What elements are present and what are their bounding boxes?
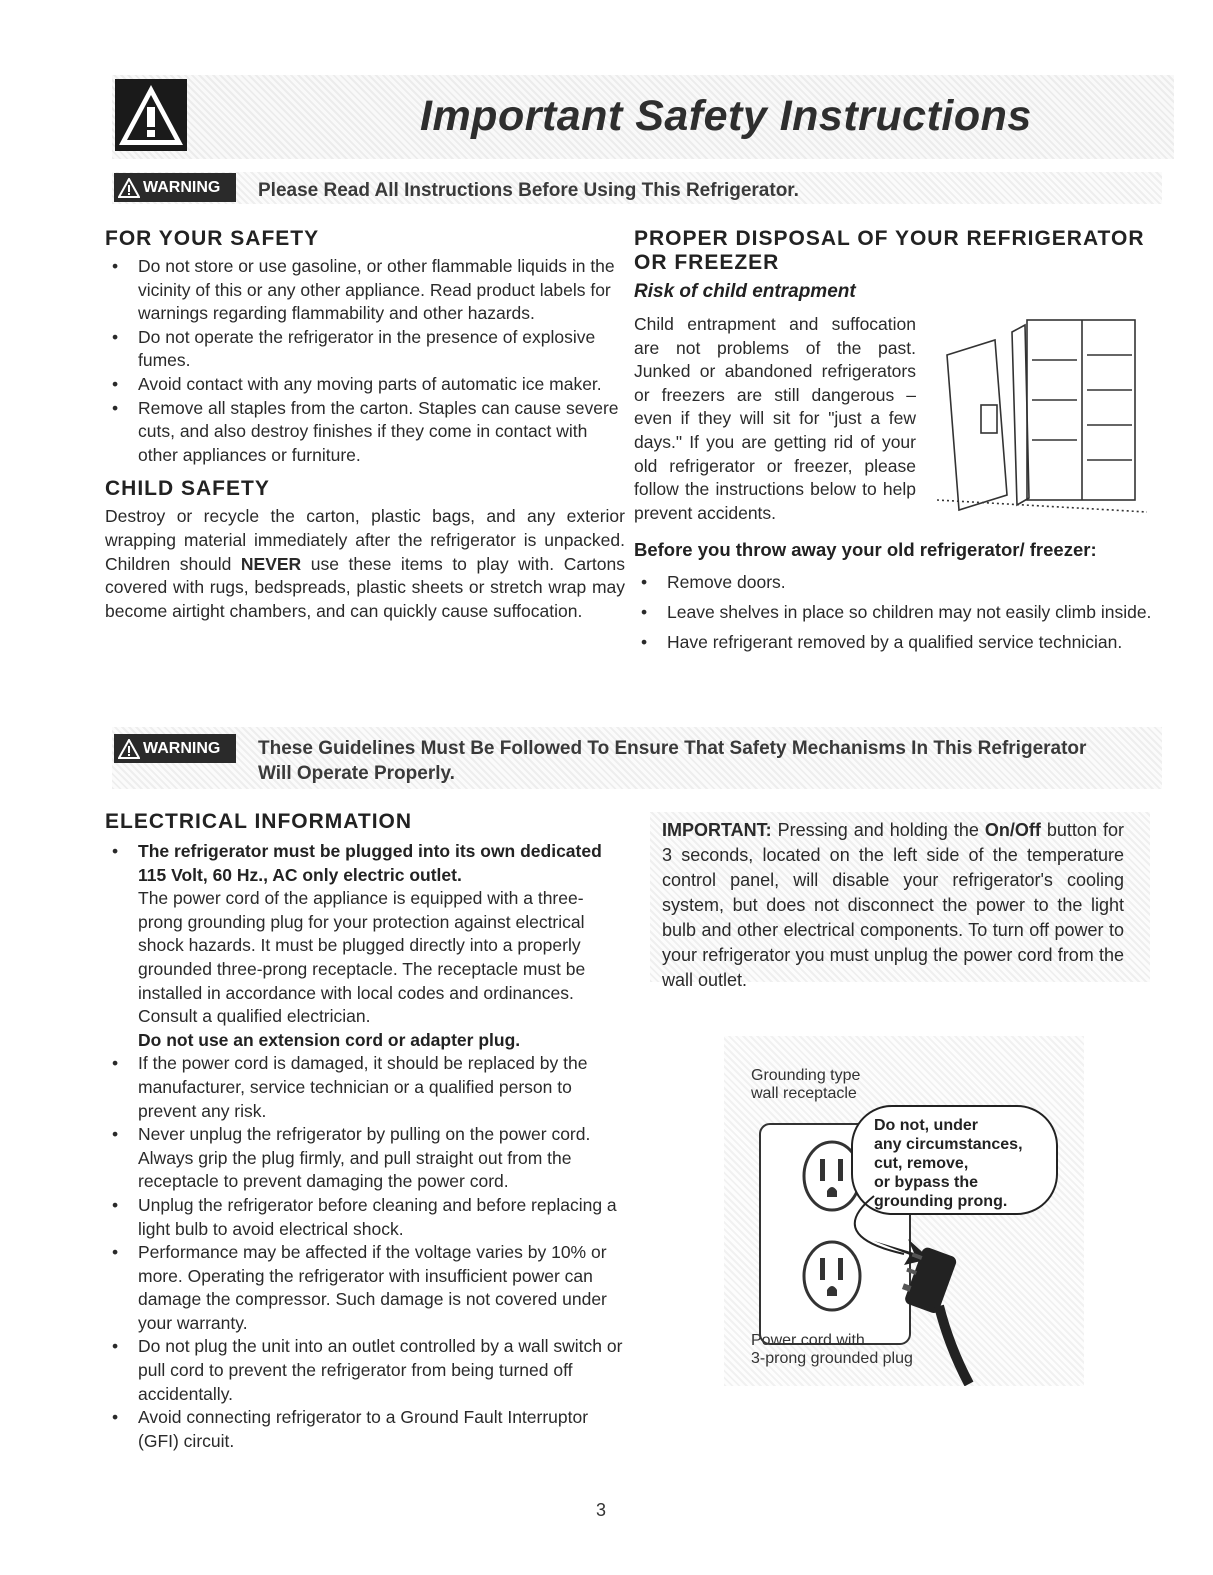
- important-text: button for 3 seconds, located on the left side of the temperature control panel, will disable your refrigerator's cooling system, but does not disconnect the power to the light bulb and other electrical components. To turn off power to your refrigerator you must unplug the power cord from the wall outlet.: [662, 820, 1124, 990]
- power-cord-label: [751, 1332, 913, 1368]
- electrical-list: [105, 840, 625, 1453]
- list-item: • If the power cord is damaged, it should be replaced by the manufacturer, service technician or a qualified person to prevent any risk.: [105, 1052, 625, 1123]
- page-title: Important Safety Instructions: [420, 92, 1032, 140]
- list-item: • Remove doors.: [634, 571, 1154, 595]
- alert-icon: [115, 79, 187, 151]
- list-item: • Performance may be affected if the voltage varies by 10% or more. Operating the refrigerator with insufficient power can damage the compressor. Such damage is not covered under your warranty.: [105, 1241, 625, 1335]
- extension-cord-warning: Do not use an extension cord or adapter plug.: [138, 1029, 521, 1050]
- warning-triangle-icon: [118, 178, 140, 198]
- list-item: • Avoid connecting refrigerator to a Ground Fault Interruptor (GFI) circuit.: [105, 1406, 625, 1453]
- section-heading-disposal: [634, 227, 1154, 275]
- section-heading-child-safety: CHILD SAFETY: [105, 477, 270, 501]
- bubble-line: Do not, under: [874, 1117, 978, 1134]
- warning-badge-label: WARNING: [143, 739, 221, 757]
- section-heading-your-safety: FOR YOUR SAFETY: [105, 227, 320, 250]
- list-item: • Leave shelves in place so children may not easily climb inside.: [634, 601, 1154, 625]
- left-column-bottom: [105, 810, 625, 1453]
- list-item: • Never unplug the refrigerator by pulling on the power cord. Always grip the plug firmly, and pull straight out from the receptacle to prevent damaging the power cord.: [105, 1123, 625, 1194]
- warning-message-line1: These Guidelines Must Be Followed To Ensure That Safety Mechanisms In This Refrigerator: [258, 738, 1087, 759]
- list-item: • Do not store or use gasoline, or other flammable liquids in the vicinity of this or any other appliance. Read product labels for warnings regarding flammability and other hazards.: [105, 255, 625, 326]
- important-label: IMPORTANT:: [662, 820, 772, 840]
- left-column-top: [105, 227, 625, 623]
- disposal-heading-line2: OR FREEZER: [634, 251, 780, 274]
- list-item: • Remove all staples from the carton. Staples can cause severe cuts, and also destroy finishes if they come in contact with other appliances or furniture.: [105, 397, 625, 468]
- child-safety-paragraph: [105, 505, 625, 623]
- warning-badge-label: WARNING: [143, 178, 221, 196]
- electrical-details: The power cord of the appliance is equipped with a three-prong grounding plug for your protection against electrical shock hazards. It must be plugged directly into a properly grounded three-prong receptacle. The receptacle must be installed in accordance with local codes and ordinances. Consult a qualified electrician.: [138, 888, 586, 1027]
- list-item: • Avoid contact with any moving parts of automatic ice maker.: [105, 373, 625, 397]
- bubble-line: cut, remove,: [874, 1155, 969, 1172]
- safety-list: [105, 255, 625, 467]
- cord-label-line1: Power cord with: [751, 1332, 865, 1349]
- important-text: Pressing and holding the: [771, 820, 985, 840]
- bubble-line: any circumstances,: [874, 1136, 1023, 1153]
- on-off-button-name: On/Off: [984, 820, 1041, 840]
- child-safety-text: Destroy or recycle the carton, plastic bags, and any exterior wrapping material immediately after the refrigerator is unpacked. Children should: [105, 506, 625, 574]
- risk-heading: Risk of child entrapment: [634, 281, 856, 302]
- electrical-requirement: The refrigerator must be plugged into its own dedicated 115 Volt, 60 Hz., AC only electric outlet.: [138, 841, 602, 885]
- bubble-line: grounding prong.: [874, 1193, 1008, 1210]
- warning-message: Please Read All Instructions Before Using This Refrigerator.: [258, 180, 799, 201]
- disposal-list: [634, 571, 1154, 654]
- before-disposal-heading: Before you throw away your old refrigerator/ freezer:: [634, 539, 1097, 561]
- list-item: • Do not operate the refrigerator in the presence of explosive fumes.: [105, 326, 625, 373]
- grounding-label-line1: Grounding type: [751, 1067, 861, 1084]
- list-item: • Unplug the refrigerator before cleaning and before replacing a light bulb to avoid electrical shock.: [105, 1194, 625, 1241]
- cord-label-line2: 3-prong grounded plug: [751, 1350, 913, 1367]
- warning-message: [258, 736, 1086, 786]
- list-item: • Do not plug the unit into an outlet controlled by a wall switch or pull cord to prevent the refrigerator from being turned off accidentally.: [105, 1335, 625, 1406]
- warning-badge: [114, 734, 236, 763]
- section-heading-electrical: ELECTRICAL INFORMATION: [105, 810, 413, 833]
- grounding-prong-warning: [874, 1116, 1023, 1211]
- list-item: • Have refrigerant removed by a qualified service technician.: [634, 631, 1154, 655]
- list-item: [105, 840, 625, 1052]
- refrigerator-illustration: [937, 300, 1147, 530]
- entrapment-paragraph: Child entrapment and suffocation are not problems of the past. Junked or abandoned refrigerators or freezers are still dangerous – even if they will sit for "just a few days." If you are getting rid of your old refrigerator or freezer, please follow the instructions below to help prevent accidents.: [634, 314, 916, 523]
- disposal-heading-line1: PROPER DISPOSAL OF YOUR REFRIGERATOR: [634, 227, 1145, 250]
- bubble-line: or bypass the: [874, 1174, 979, 1191]
- child-safety-text: use these items to play with. Cartons covered with rugs, bedspreads, plastic sheets or stretch wrap may become airtight chambers, and can quickly cause suffocation.: [105, 553, 625, 621]
- grounding-receptacle-label: [751, 1067, 860, 1103]
- warning-message-line2: Will Operate Properly.: [258, 763, 455, 784]
- important-note: [662, 818, 1124, 993]
- grounding-label-line2: wall receptacle: [751, 1085, 857, 1102]
- warning-triangle-icon: [118, 739, 140, 759]
- child-safety-emphasis: NEVER: [240, 553, 302, 574]
- warning-badge: [114, 173, 236, 202]
- page-number: 3: [596, 1500, 607, 1520]
